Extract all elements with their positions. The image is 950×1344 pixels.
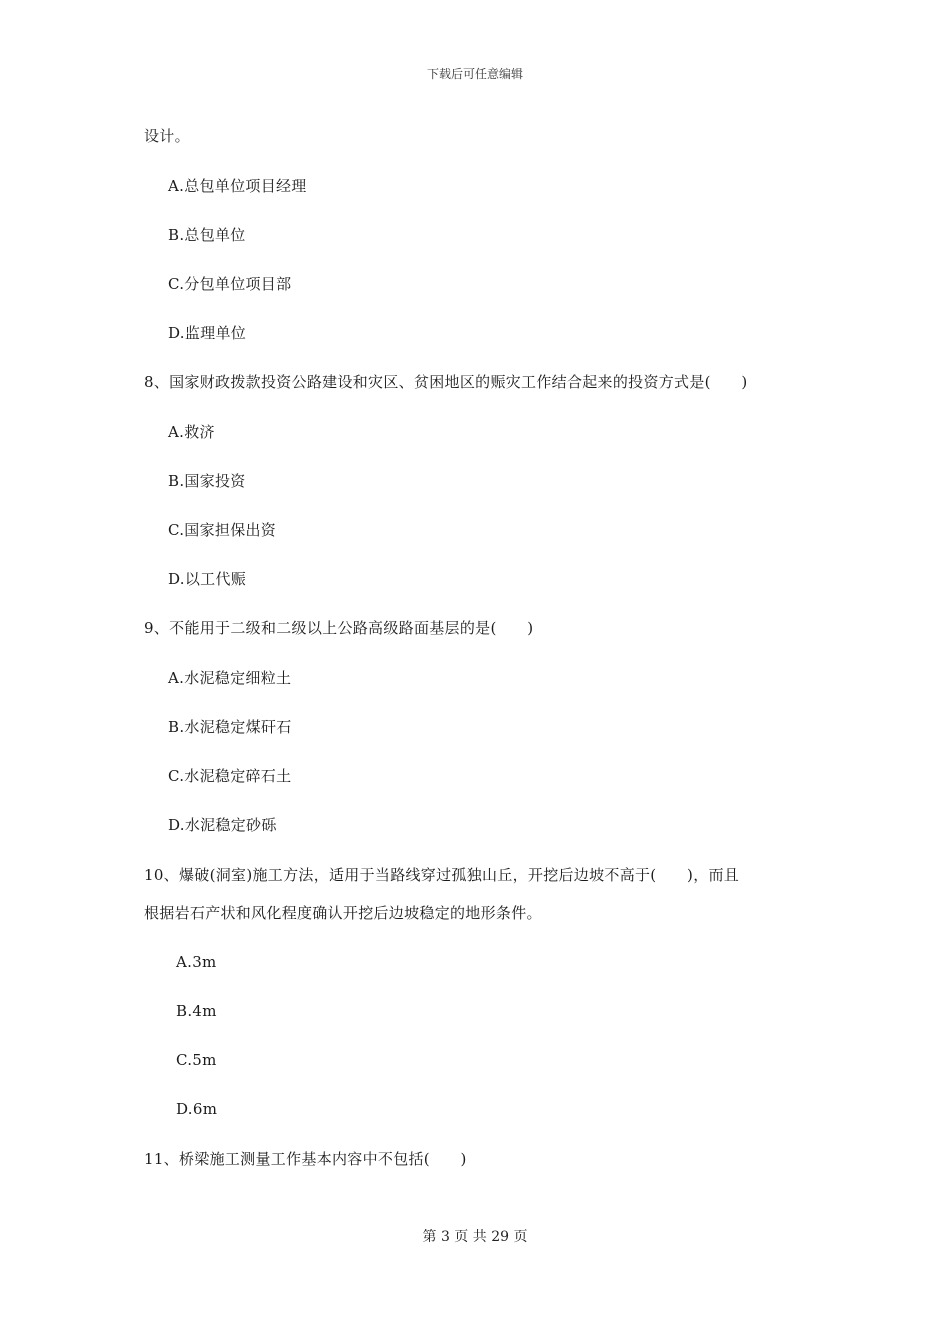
question-9: 9、不能用于二级和二级以上公路高级路面基层的是( ) — [144, 619, 534, 637]
q9-option-c: C.水泥稳定碎石土 — [168, 767, 292, 785]
question-8: 8、国家财政拨款投资公路建设和灾区、贫困地区的赈灾工作结合起来的投资方式是( ) — [144, 373, 748, 391]
q8-option-d: D.以工代赈 — [168, 570, 247, 588]
page-footer: 第 3 页 共 29 页 — [422, 1229, 528, 1245]
q10-option-b: B.4m — [176, 1002, 217, 1020]
question-10-line-2: 根据岩石产状和风化程度确认开挖后边坡稳定的地形条件。 — [144, 904, 542, 922]
q7-option-c: C.分包单位项目部 — [168, 275, 292, 293]
q9-option-b: B.水泥稳定煤矸石 — [168, 718, 292, 736]
question-11: 11、桥梁施工测量工作基本内容中不包括( ) — [144, 1150, 467, 1168]
question-continuation: 设计。 — [144, 127, 190, 145]
q7-option-b: B.总包单位 — [168, 226, 246, 244]
page-header: 下载后可任意编辑 — [426, 67, 523, 81]
q8-option-a: A.救济 — [168, 423, 215, 441]
q10-option-c: C.5m — [176, 1051, 217, 1069]
q8-option-c: C.国家担保出资 — [168, 521, 277, 539]
q7-option-a: A.总包单位项目经理 — [168, 177, 307, 195]
question-10-line-1: 10、爆破(洞室)施工方法，适用于当路线穿过孤独山丘，开挖后边坡不高于( )，而且 — [144, 866, 740, 884]
q9-option-a: A.水泥稳定细粒土 — [168, 669, 292, 687]
q8-option-b: B.国家投资 — [168, 472, 246, 490]
q9-option-d: D.水泥稳定砂砾 — [168, 816, 277, 834]
q7-option-d: D.监理单位 — [168, 324, 247, 342]
q10-option-d: D.6m — [176, 1100, 218, 1118]
q10-option-a: A.3m — [176, 953, 217, 971]
